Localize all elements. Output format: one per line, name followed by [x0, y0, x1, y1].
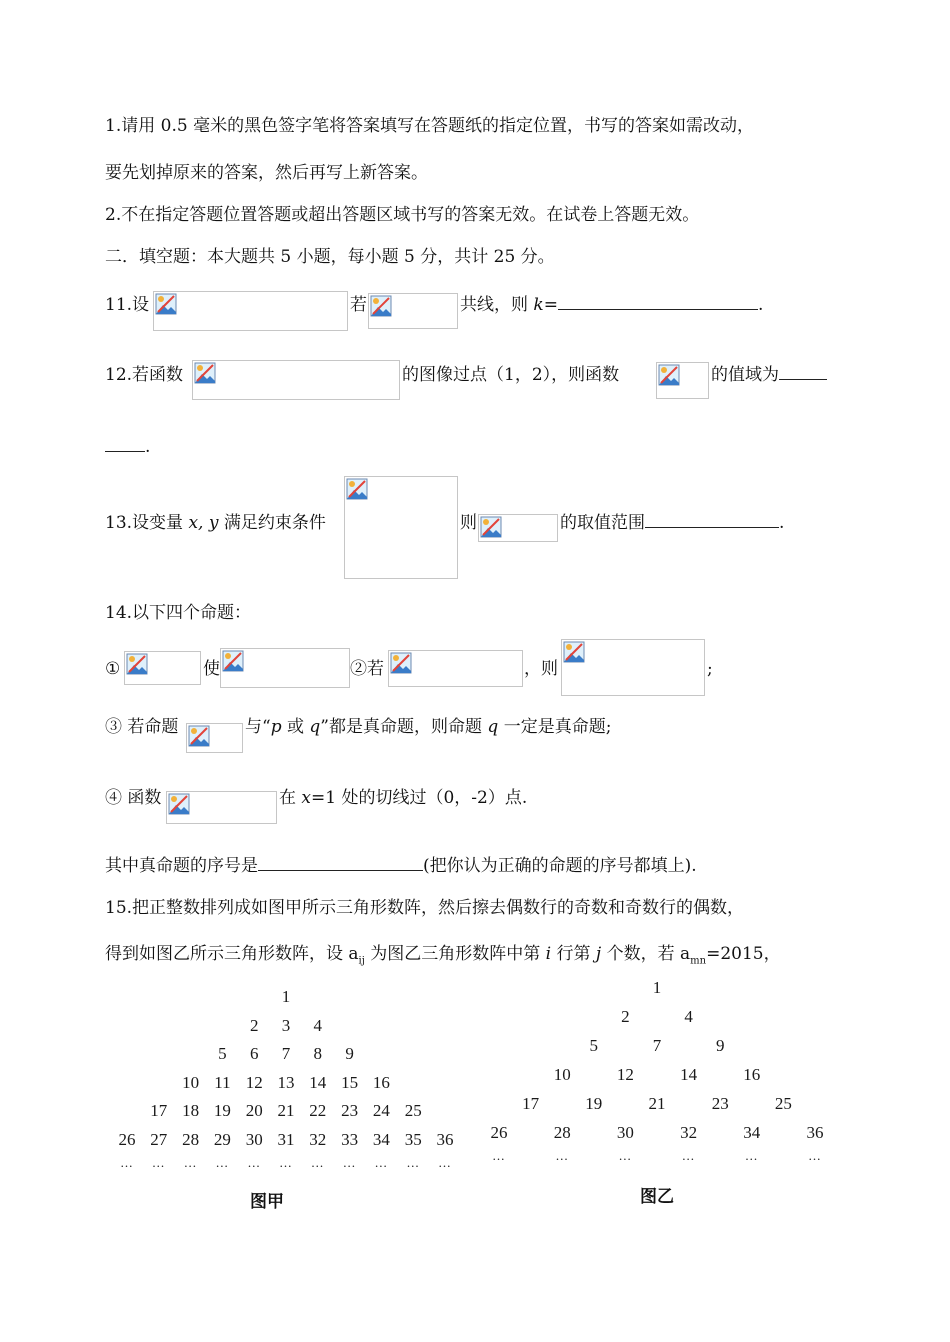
- triangle-number: 28: [553, 1123, 571, 1142]
- triangle-number: 29: [213, 1130, 231, 1149]
- triangle-number: 30: [245, 1130, 263, 1149]
- note-1-line-2: 要先划掉原来的答案，然后再写上新答案。: [105, 163, 428, 183]
- ellipsis-mark: ...: [492, 1148, 506, 1163]
- triangle-number: 25: [404, 1101, 422, 1121]
- triangle-number: 17: [150, 1101, 168, 1121]
- triangle-number: 19: [213, 1101, 231, 1121]
- triangle-number: 36: [436, 1130, 454, 1149]
- triangle-number: 25: [774, 1094, 792, 1113]
- q11-text: 共线，则 k= .: [460, 295, 764, 315]
- q12-prefix: 12.若函数: [105, 365, 184, 385]
- triangle-number: 1: [281, 987, 291, 1006]
- ellipsis-mark: ...: [375, 1154, 388, 1170]
- section-heading: 二．填空题：本大题共 5 小题，每小题 5 分，共计 25 分。: [105, 247, 555, 267]
- ellipsis-mark: ...: [343, 1154, 356, 1170]
- triangle-number: 4: [684, 1007, 693, 1026]
- triangle-number: 21: [277, 1101, 295, 1121]
- triangle-number: 33: [341, 1130, 359, 1149]
- ellipsis-mark: ...: [438, 1154, 452, 1170]
- ellipsis-mark: ...: [216, 1154, 229, 1170]
- triangle-number: 9: [345, 1044, 354, 1064]
- q14-prop4-prefix: ④ 函数: [105, 788, 162, 808]
- triangle-number: 16: [372, 1072, 390, 1092]
- ellipsis-mark: ...: [555, 1148, 569, 1163]
- q14-prop2-end: ;: [707, 659, 713, 679]
- triangle-number: 9: [715, 1036, 725, 1055]
- triangle-number: 35: [404, 1130, 422, 1149]
- q11-mid: 若: [350, 295, 367, 315]
- triangle-number: 32: [680, 1123, 698, 1142]
- q12-mid: 的图像过点（1，2），则函数: [402, 365, 620, 385]
- q14-prop3-prefix: ③ 若命题: [105, 717, 179, 737]
- triangle-number: 31: [277, 1130, 295, 1149]
- ellipsis-mark: ...: [247, 1154, 261, 1170]
- q13-then: 则: [460, 513, 477, 533]
- triangle-number: 7: [652, 1036, 662, 1055]
- triangle-number: 14: [309, 1072, 327, 1092]
- triangle-number: 26: [118, 1130, 136, 1149]
- triangle-number: 19: [585, 1094, 603, 1113]
- ellipsis-mark: ...: [682, 1148, 695, 1163]
- triangle-number: 14: [680, 1065, 698, 1084]
- triangle-number: 5: [589, 1036, 599, 1055]
- triangle-number: 8: [313, 1044, 323, 1064]
- triangle-number: 4: [313, 1015, 323, 1035]
- triangle-number: 22: [309, 1101, 327, 1121]
- q14-prop3-text: 与“p 或 q”都是真命题，则命题 q 一定是真命题;: [245, 717, 612, 737]
- triangle-number: 21: [648, 1094, 666, 1113]
- triangle-number: 23: [341, 1101, 359, 1121]
- triangle-number: 10: [182, 1072, 200, 1092]
- triangle-number: 1: [652, 978, 662, 997]
- q15-line-2: 得到如图乙所示三角形数阵，设 $a_{ij}$ 为图乙三角形数阵中第 i 行第 j 个数，若 $a_{mn}=2015$，: [105, 944, 781, 967]
- triangle-number: 23: [711, 1094, 729, 1113]
- q14-prop4-text: 在 x=1 处的切线过（0，-2）点.: [279, 788, 528, 808]
- triangle-number: 15: [341, 1072, 359, 1092]
- triangle-number: 10: [553, 1065, 571, 1084]
- triangle-number: 18: [182, 1101, 200, 1121]
- figure-yi-caption: 图乙: [640, 1187, 674, 1207]
- q11-prefix: 11.设: [105, 295, 150, 315]
- triangle-number: 13: [277, 1072, 295, 1092]
- ellipsis-mark: ...: [279, 1154, 293, 1170]
- triangle-number: 20: [245, 1101, 263, 1121]
- q13-prefix: 13.设变量 x, y 满足约束条件: [105, 513, 326, 533]
- triangle-number: 32: [309, 1130, 327, 1149]
- triangle-number: 34: [743, 1123, 761, 1142]
- q14-prop1-text: 使: [203, 659, 220, 679]
- triangle-number: 24: [372, 1101, 390, 1121]
- q14-conclusion: 其中真命题的序号是 (把你认为正确的命题的序号都填上).: [105, 856, 697, 876]
- ellipsis-mark: ...: [184, 1154, 197, 1170]
- triangle-number: 17: [522, 1094, 540, 1113]
- ellipsis-mark: ...: [152, 1154, 166, 1170]
- q14-title: 14.以下四个命题：: [105, 603, 252, 623]
- q12-post: 的值域为: [711, 364, 827, 386]
- triangle-number: 28: [182, 1130, 200, 1149]
- q14-prop1-marker: ①: [105, 659, 121, 679]
- triangle-number: 12: [616, 1065, 634, 1084]
- ellipsis-mark: ...: [120, 1154, 134, 1170]
- ellipsis-mark: ...: [808, 1148, 822, 1163]
- q12-end: .: [105, 436, 150, 458]
- triangle-number: 27: [150, 1130, 168, 1149]
- ellipsis-mark: ...: [406, 1154, 420, 1170]
- triangle-number: 5: [218, 1044, 227, 1064]
- triangle-number: 26: [490, 1123, 508, 1142]
- triangle-number: 34: [372, 1130, 390, 1149]
- note-2: 2.不在指定答题位置答题或超出答题区域书写的答案无效。在试卷上答题无效。: [105, 205, 700, 225]
- note-1-line-1: 1.请用 0.5 毫米的黑色签字笔将答案填写在答题纸的指定位置，书写的答案如需改动，: [105, 116, 755, 136]
- triangle-number: 7: [281, 1044, 291, 1064]
- triangle-number: 36: [806, 1123, 824, 1142]
- figure-jia-caption: 图甲: [250, 1192, 284, 1212]
- q13-post: 的取值范围 .: [560, 513, 785, 533]
- q14-prop2-then: ，则: [524, 659, 558, 679]
- triangle-number: 2: [621, 1007, 630, 1026]
- ellipsis-mark: ...: [311, 1154, 325, 1170]
- ellipsis-mark: ...: [619, 1148, 632, 1163]
- triangle-number: 11: [214, 1072, 231, 1092]
- triangle-number: 16: [743, 1065, 761, 1084]
- ellipsis-mark: ...: [745, 1148, 759, 1163]
- triangle-number: 2: [249, 1015, 259, 1035]
- q15-line-1: 15.把正整数排列成如图甲所示三角形数阵，然后擦去偶数行的奇数和奇数行的偶数，: [105, 898, 745, 918]
- triangle-number: 3: [281, 1015, 291, 1035]
- triangle-number: 12: [245, 1072, 263, 1092]
- q14-prop2-marker: ②若: [350, 659, 384, 679]
- triangle-number: 30: [616, 1123, 634, 1142]
- triangle-number: 6: [249, 1044, 259, 1064]
